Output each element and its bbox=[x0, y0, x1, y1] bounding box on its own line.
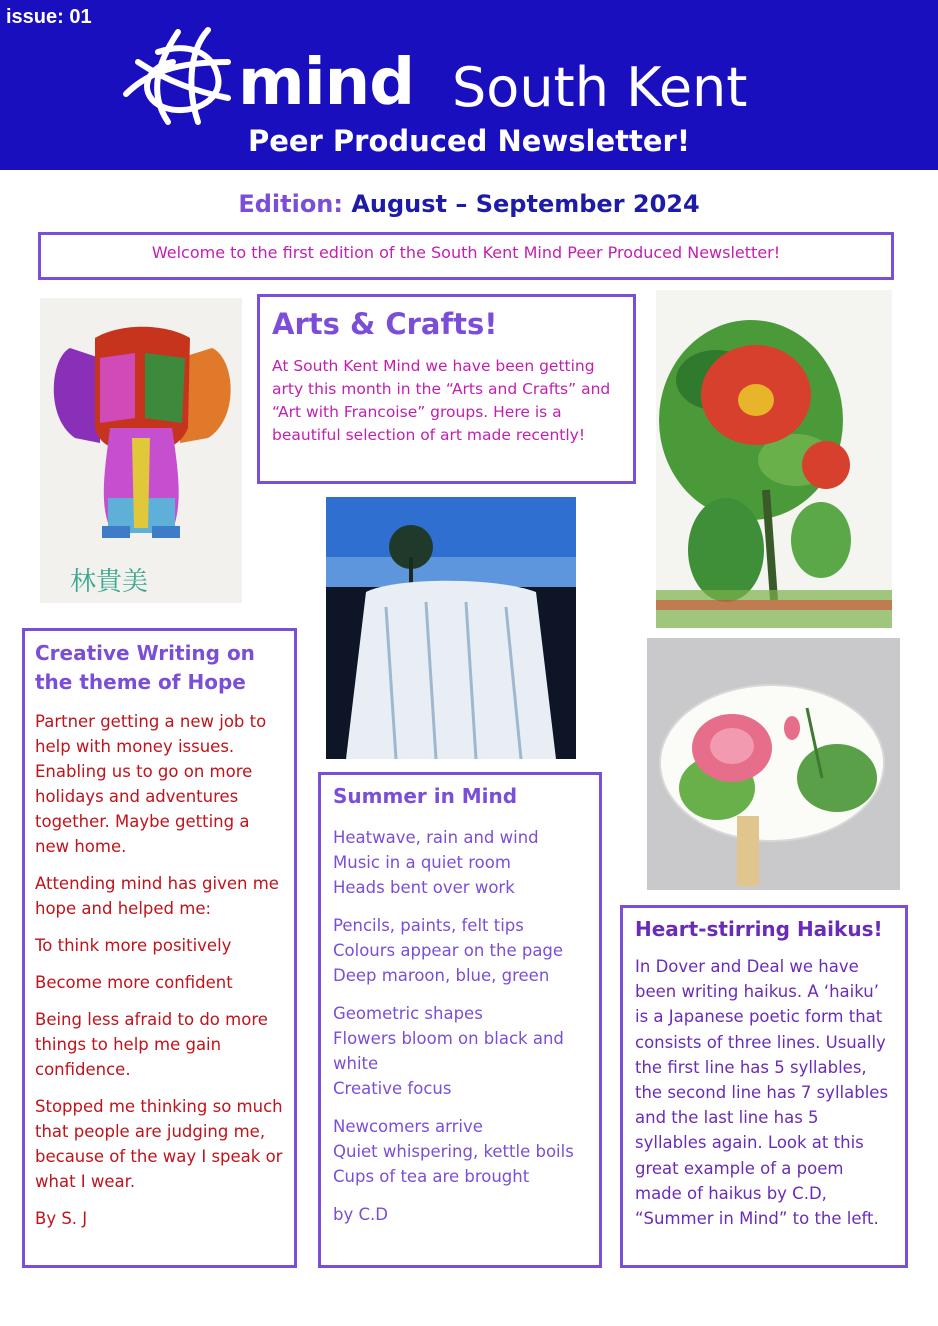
elephant-signature: 林貴美 bbox=[70, 567, 149, 597]
creative-writing-title: Creative Writing on the theme of Hope bbox=[35, 641, 255, 694]
cw-paragraph: Stopped me thinking so much that people are judging me, because of the way I speak or what I wear. bbox=[35, 1097, 283, 1191]
summer-stanza: Heatwave, rain and wind Music in a quiet room Heads bent over work bbox=[333, 828, 539, 897]
brand-mind: mind bbox=[238, 46, 414, 120]
elephant-artwork bbox=[40, 298, 242, 603]
summer-in-mind-box bbox=[318, 772, 602, 1268]
summer-stanza: Newcomers arrive Quiet whispering, kettle boils Cups of tea are brought bbox=[333, 1117, 574, 1186]
summer-author: by C.D bbox=[333, 1205, 388, 1224]
lotus-fan-artwork bbox=[647, 638, 900, 890]
waterfall-artwork bbox=[326, 497, 576, 759]
mind-logo-icon bbox=[118, 22, 236, 130]
haikus-box bbox=[620, 905, 908, 1268]
cw-paragraph: To think more positively bbox=[35, 936, 232, 955]
edition-line bbox=[0, 190, 938, 218]
cw-paragraph: Attending mind has given me hope and helped me: bbox=[35, 874, 279, 918]
arts-crafts-body: At South Kent Mind we have been getting arty this month in the “Arts and Crafts” and “Art with Francoise” groups. Here is a beautiful selection of art made recently! bbox=[272, 357, 611, 444]
edition-label: Edition: bbox=[238, 190, 343, 218]
summer-stanza: Pencils, paints, felt tips Colours appear on the page Deep maroon, blue, green bbox=[333, 916, 564, 985]
hibiscus-artwork bbox=[656, 290, 892, 628]
masthead bbox=[0, 0, 938, 170]
newsletter-subtitle: Peer Produced Newsletter! bbox=[247, 124, 691, 158]
brand-location: South Kent bbox=[452, 56, 748, 119]
cw-paragraph: Being less afraid to do more things to help me gain confidence. bbox=[35, 1010, 268, 1079]
edition-dates: August – September 2024 bbox=[351, 190, 700, 218]
summer-title: Summer in Mind bbox=[333, 784, 518, 808]
cw-paragraph: Partner getting a new job to help with money issues. Enabling us to go on more holidays and adventures together. Maybe getting a new home. bbox=[35, 712, 267, 856]
issue-number: issue: 01 bbox=[6, 6, 92, 28]
haikus-body: In Dover and Deal we have been writing haikus. A ‘haiku’ is a Japanese poetic form that consists of three lines. Usually the first line has 5 syllables, the second line has 7 syllables and the last line has 5 syllables again. Look at this great example of a poem made of haikus by C.D, “Summer in Mind” to the left. bbox=[635, 957, 889, 1229]
haikus-title: Heart-stirring Haikus! bbox=[635, 917, 883, 941]
cw-author: By S. J bbox=[35, 1209, 88, 1228]
arts-crafts-box bbox=[257, 294, 636, 484]
creative-writing-box bbox=[22, 628, 297, 1268]
arts-crafts-title: Arts & Crafts! bbox=[272, 307, 498, 341]
cw-paragraph: Become more confident bbox=[35, 973, 233, 992]
welcome-banner: Welcome to the first edition of the South Kent Mind Peer Produced Newsletter! bbox=[38, 232, 894, 280]
summer-stanza: Geometric shapes Flowers bloom on black and white Creative focus bbox=[333, 1004, 564, 1098]
